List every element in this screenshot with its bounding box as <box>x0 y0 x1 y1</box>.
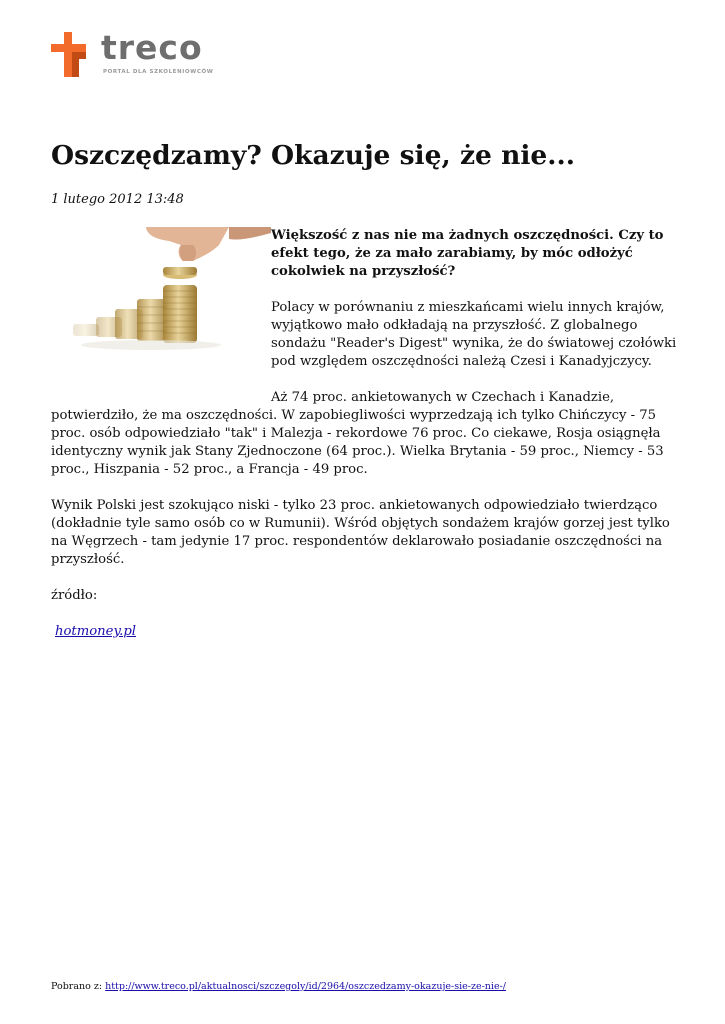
article-lead: Większość z nas nie ma żadnych oszczędności. Czy to efekt tego, że za mało zarabiamy, by móc odłożyć cokolwiek na przyszłość? <box>271 228 664 279</box>
logo-tagline: PORTAL DLA SZKOLENIOWCÓW <box>103 69 214 75</box>
footer-prefix: Pobrano z: <box>51 981 106 992</box>
article-paragraph: Wynik Polski jest szokująco niski - tylko 23 proc. ankietowanych odpowiedziało twierdząco (dokładnie tyle samo osób co w Rumunii). Wśród objętych sondażem krajów gorzej jest tylko na Węgrzech - tam jedynie 17 proc. respondentów deklarowało posiadanie oszczędności na przyszłość. <box>51 498 670 567</box>
source-link[interactable]: hotmoney.pl <box>55 624 137 639</box>
article-paragraph: Aż 74 proc. ankietowanych w Czechach i Kanadzie, potwierdziło, że ma oszczędności. W zapobiegliwości wyprzedzają ich tylko Chińczycy - 75 proc. osób odpowiedziało "tak" i Malezja - rekordowe 76 proc. Co ciekawe, Rosja osiągnęła identyczny wynik jak Stany Zjednoczone (64 proc.). Wielka Brytania - 59 proc., Niemcy - 53 proc., Hiszpania - 52 proc., a Francja - 49 proc. <box>51 390 664 477</box>
source-label: źródło: <box>51 588 98 603</box>
page-footer <box>51 980 506 993</box>
coins-stack-photo <box>51 227 271 377</box>
logo-wordmark: treco <box>101 28 203 67</box>
article-paragraph: Polacy w porównaniu z mieszkańcami wielu innych krajów, wyjątkowo mało odkładają na przyszłość. Z globalnego sondażu "Reader's Digest" wynika, że do światowej czołówki pod względem oszczędności należą Czesi i Kanadyjczycy. <box>271 300 677 369</box>
treco-logo-icon <box>51 32 89 78</box>
footer-url-link[interactable]: http://www.treco.pl/aktualnosci/szczegoly/id/2964/oszczedzamy-okazuje-sie-ze-nie-/ <box>105 981 506 992</box>
article-date: 1 lutego 2012 13:48 <box>51 192 184 207</box>
article-body <box>51 227 681 659</box>
treco-logo[interactable] <box>51 28 221 80</box>
source-line <box>51 623 681 641</box>
article-title: Oszczędzamy? Okazuje się, że nie... <box>51 140 575 171</box>
